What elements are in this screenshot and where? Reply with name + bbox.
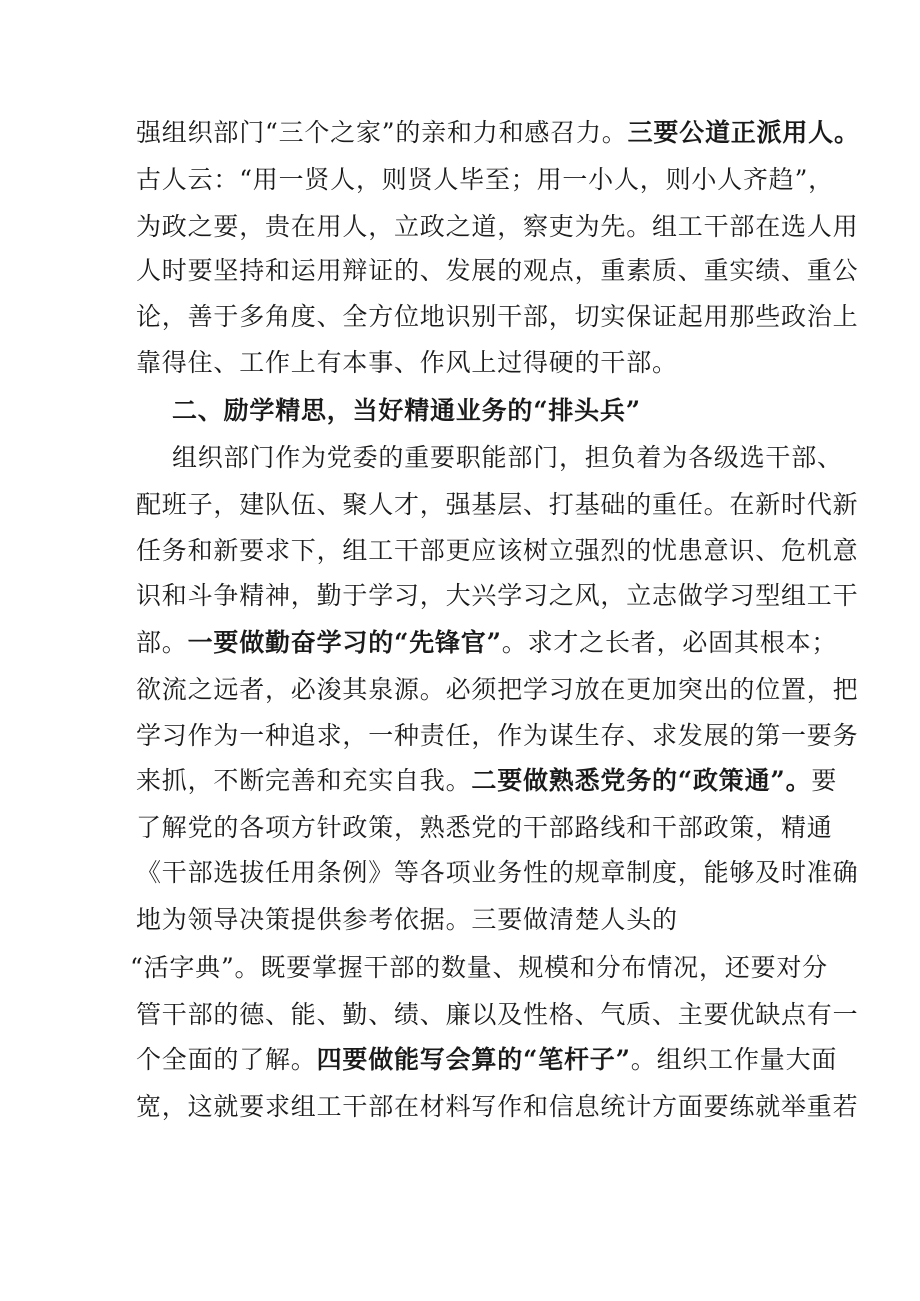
text-segment: 组织部门作为党委的重要职能部门，担负着为各级选干部、 [172, 443, 843, 472]
bold-text-segment: 二、励学精思，当好精通业务的“排头兵” [172, 396, 641, 425]
text-segment: 部。 [136, 628, 188, 657]
text-line [136, 212, 858, 242]
text-line [136, 118, 860, 148]
text-segment: 欲流之远者，必浚其泉源。必须把学习放在更加突出的位置，把 [136, 675, 859, 704]
text-line [136, 721, 858, 751]
text-segment: 学习作为一种追求，一种责任，作为谋生存、求发展的第一要务 [136, 721, 859, 750]
text-line [136, 302, 858, 332]
text-line [136, 766, 837, 796]
text-line [136, 165, 834, 195]
text-segment: 任务和新要求下，组工干部更应该树立强烈的忧患意识、危机意 [136, 536, 859, 565]
text-line [136, 1000, 858, 1030]
text-line [136, 256, 858, 286]
text-line [136, 813, 833, 843]
bold-text-segment: 四要做能写会算的“笔杆子” [316, 1045, 631, 1074]
text-segment: 为政之要，贵在用人，立政之道，察吏为先。组工干部在选人用 [136, 212, 859, 241]
text-segment: 《干部选拔任用条例》等各项业务性的规章制度，能够及时准确 [136, 858, 859, 887]
text-segment: 了解党的各项方针政策，熟悉党的干部路线和干部政策，精通 [136, 813, 833, 842]
text-segment: 来抓，不断完善和充实自我。 [136, 766, 472, 795]
text-segment: 论，善于多角度、全方位地识别干部，切实保证起用那些政治上 [136, 302, 859, 331]
text-line [130, 953, 828, 983]
section-heading [172, 396, 641, 426]
text-segment: “活字典”。既要掌握干部的数量、规模和分布情况，还要对分 [130, 953, 828, 982]
text-line [136, 490, 858, 520]
text-segment: 个全面的了解。 [136, 1045, 317, 1074]
text-line [136, 675, 858, 705]
text-segment: 识和斗争精神，勤于学习，大兴学习之风，立志做学习型组工干 [136, 581, 859, 610]
bold-text-segment: 三要公道正派用人。 [627, 118, 860, 147]
text-segment: 靠得住、工作上有本事、作风上过得硬的干部。 [136, 348, 678, 377]
text-line [136, 536, 858, 566]
text-line [172, 443, 843, 473]
text-line [136, 1092, 858, 1122]
bold-text-segment: 二要做熟悉党务的“政策通”。 [471, 766, 812, 795]
text-segment: 地为领导决策提供参考依据。三要做清楚人头的 [136, 905, 678, 934]
text-segment: 要 [811, 766, 838, 795]
text-line [136, 858, 858, 888]
text-segment: 。组织工作量大面 [630, 1045, 838, 1074]
text-segment: 强组织部门“三个之家”的亲和力和感召力。 [136, 118, 628, 147]
text-segment: 宽，这就要求组工干部在材料写作和信息统计方面要练就举重若 [136, 1092, 859, 1121]
text-segment: 人时要坚持和运用辩证的、发展的观点，重素质、重实绩、重公 [136, 256, 859, 285]
text-segment: 。求才之长者，必固其根本； [501, 628, 838, 657]
text-segment: 配班子，建队伍、聚人才，强基层、打基础的重任。在新时代新 [136, 490, 859, 519]
text-line [136, 348, 678, 378]
text-segment: 管干部的德、能、勤、绩、廉以及性格、气质、主要优缺点有一 [136, 1000, 859, 1029]
text-line [136, 581, 858, 611]
text-segment: 古人云：“用一贤人，则贤人毕至；用一小人，则小人齐趋”， [136, 165, 834, 194]
text-line [136, 628, 837, 658]
bold-text-segment: 一要做勤奋学习的“先锋官” [187, 628, 502, 657]
text-line [136, 1045, 837, 1075]
text-line [136, 905, 678, 935]
